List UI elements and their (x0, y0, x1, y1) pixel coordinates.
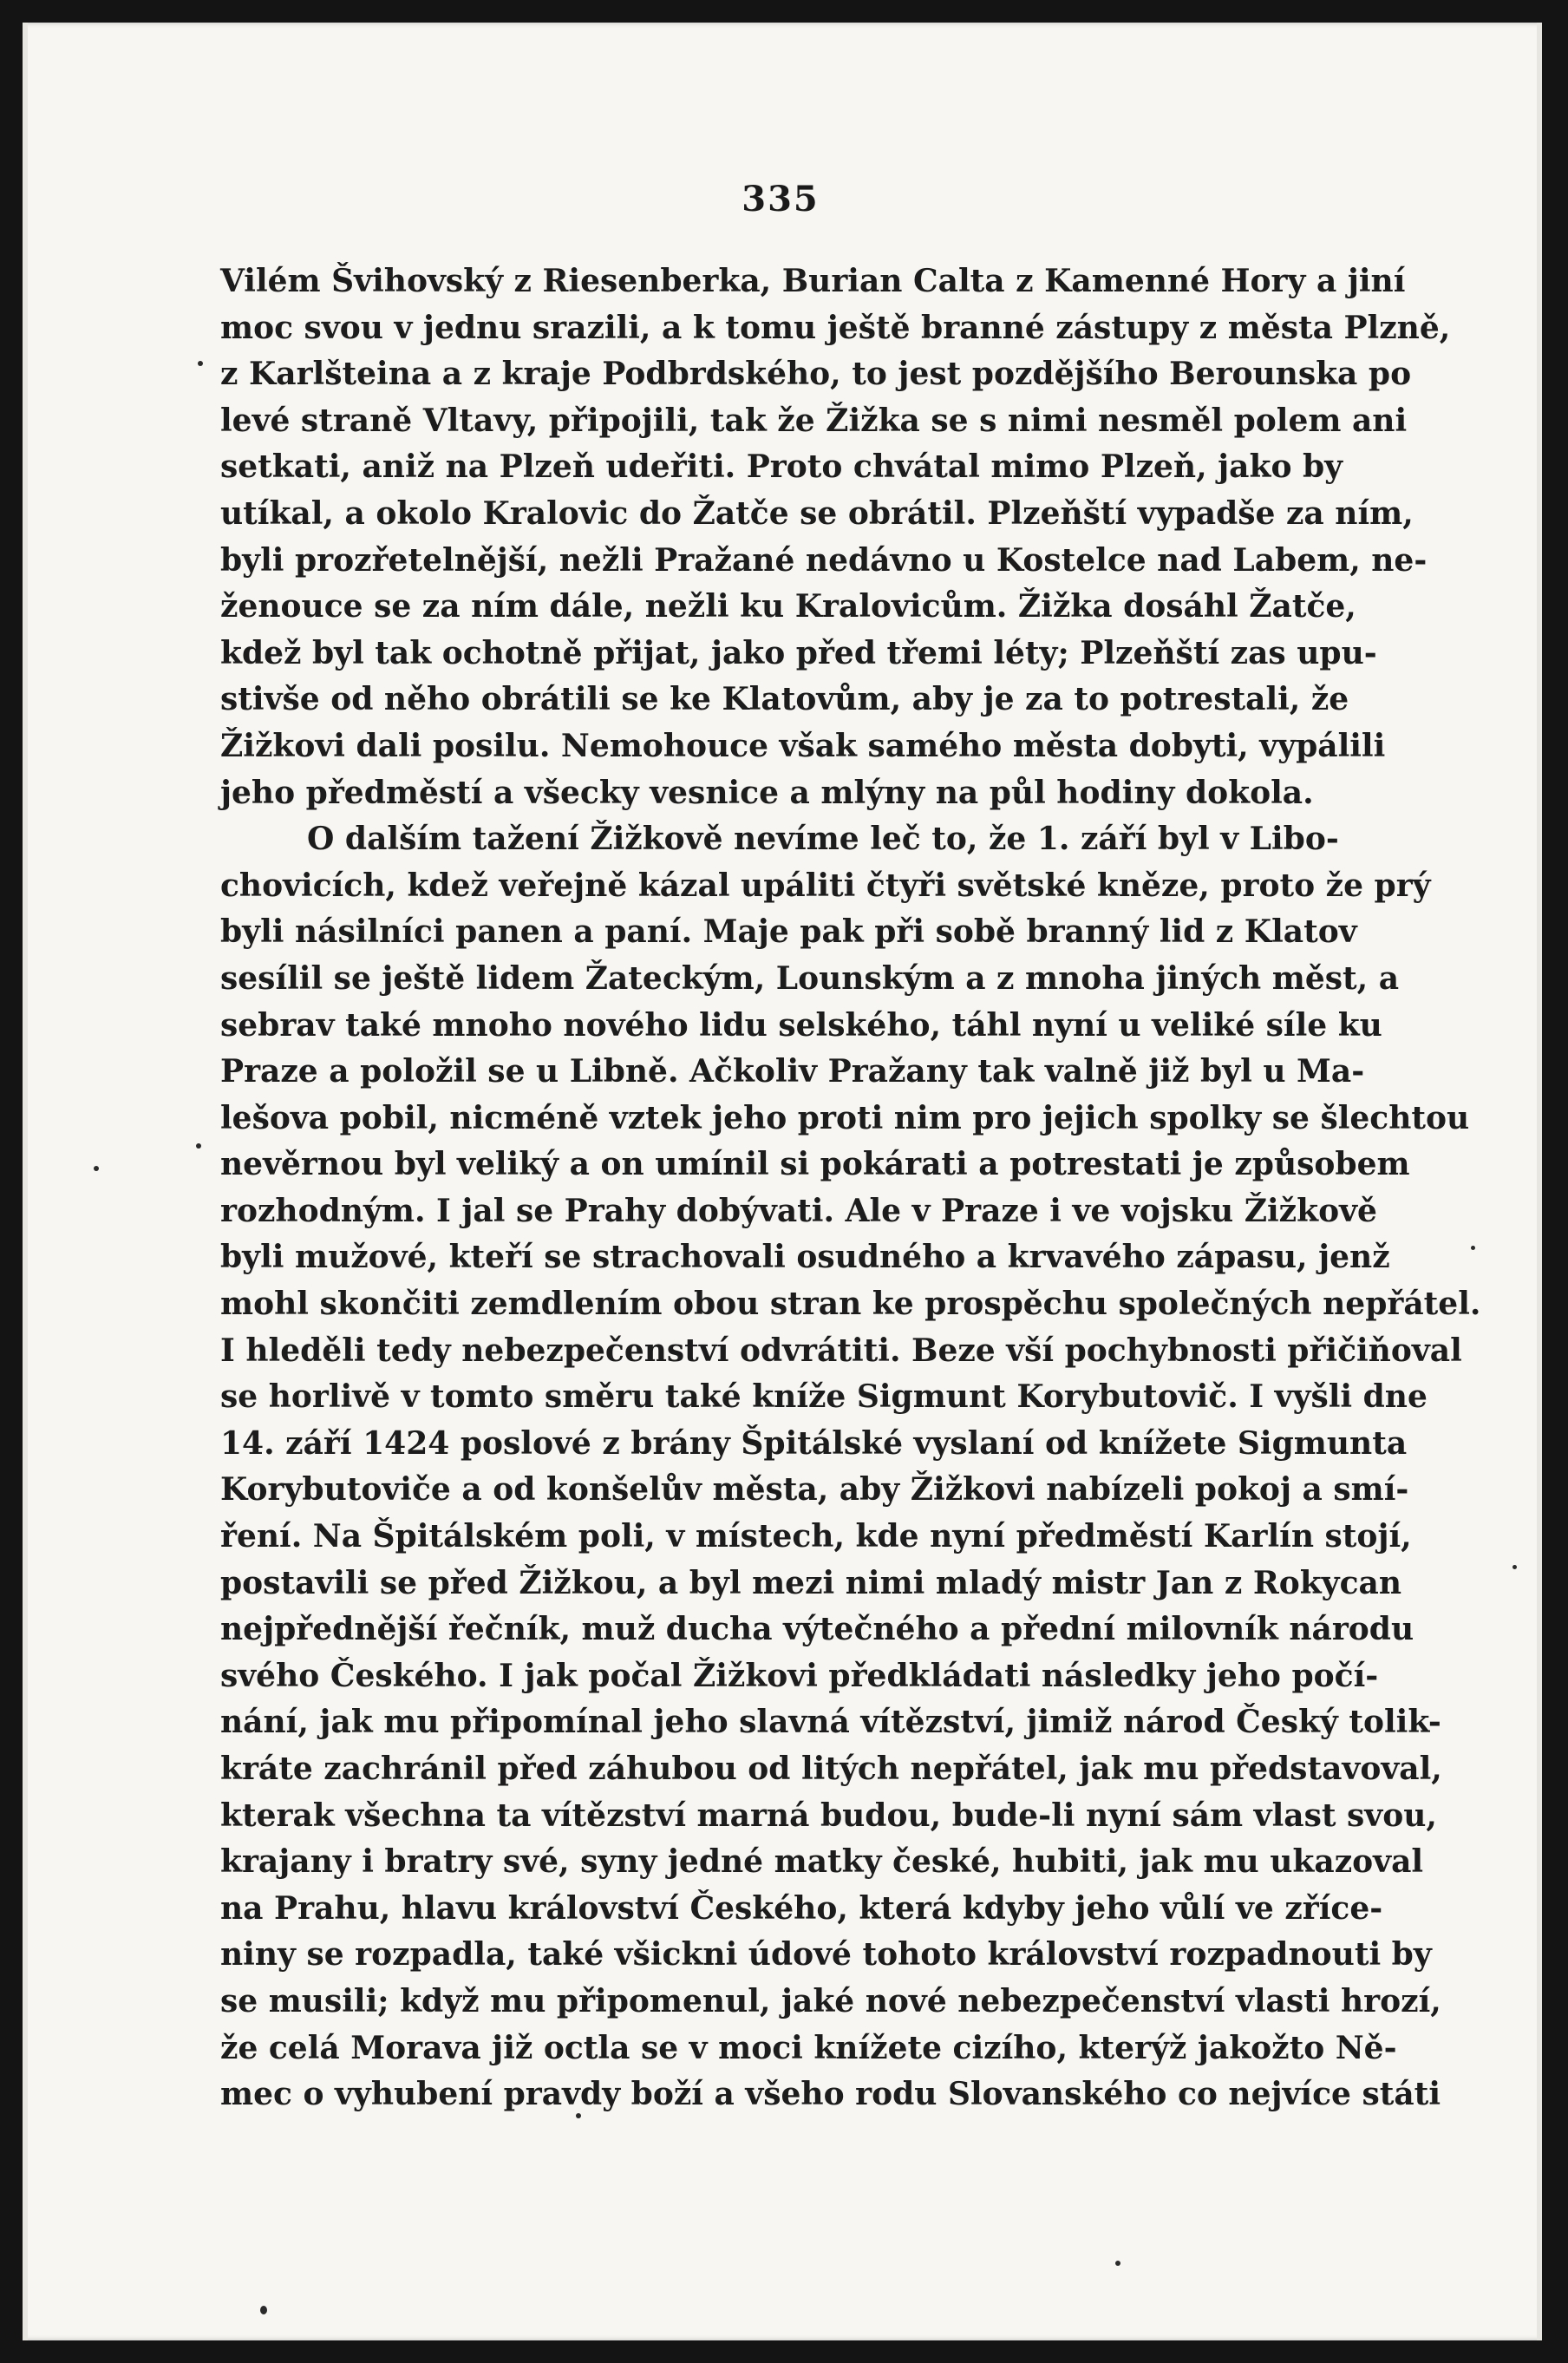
text-line: nání, jak mu připomínal jeho slavná vítězství, jimiž národ Český tolik- (220, 1704, 1441, 1741)
text-line: sebrav také mnoho nového lidu selského, táhl nyní u veliké síle ku (220, 1006, 1382, 1044)
text-line: se musili; když mu připomenul, jaké nové nebezpečenství vlasti hrozí, (220, 1982, 1441, 2019)
text-line: postavili se před Žižkou, a byl mezi nimi mladý mistr Jan z Rokycan (220, 1564, 1402, 1601)
text-line: levé straně Vltavy, připojili, tak že Žižka se s nimi nesměl polem ani (220, 402, 1408, 439)
text-line: kráte zachránil před záhubou od litých nepřátel, jak mu představoval, (220, 1751, 1442, 1787)
text-line: Žižkovi dali posilu. Nemohouce však samého města dobyti, vypálili (220, 727, 1386, 764)
text-line: nejpřednější řečník, muž ducha výtečného a přední milovník národu (220, 1611, 1414, 1648)
text-line: Vilém Švihovský z Riesenberka, Burian Calta z Kamenné Hory a jiní (220, 263, 1406, 299)
paragraph-end-line: jeho předměstí a všecky vesnice a mlýny na půl hodiny dokola. (220, 774, 1314, 811)
text-line: ření. Na Špitálském poli, v místech, kde nyní předměstí Karlín stojí, (220, 1518, 1412, 1555)
text-line: krajany i bratry své, syny jedné matky české, hubiti, jak mu ukazoval (220, 1843, 1424, 1881)
text-line: na Prahu, hlavu království Českého, která kdyby jeho vůlí ve zříce- (220, 1889, 1383, 1927)
scan-speck (260, 2306, 267, 2314)
scan-speck (1115, 2261, 1120, 2266)
text-line: byli mužové, kteří se strachovali osudného a krvavého zápasu, jenž (220, 1239, 1390, 1276)
text-line: že celá Morava již octla se v moci knížete cizího, kterýž jakožto Ně- (220, 2029, 1397, 2066)
paragraph-start-line: O dalším tažení Žižkově nevíme leč to, že 1. září byl v Libo- (307, 821, 1339, 858)
text-line: utíkal, a okolo Kralovic do Žatče se obrátil. Plzeňští vypadše za ním, (220, 494, 1414, 532)
text-line: Praze a položil se u Libně. Ačkoliv Pražany tak valně již byl u Ma- (220, 1053, 1365, 1090)
scan-speck (198, 361, 203, 366)
text-line: z Karlšteina a z kraje Podbrdského, to jest pozdějšího Berounska po (220, 356, 1412, 393)
page-edge-right (1537, 23, 1542, 2340)
scan-speck (1471, 1246, 1475, 1250)
text-line: nevěrnou byl veliký a on umínil si pokárati a potrestati je způsobem (220, 1146, 1410, 1183)
text-line: I hleděli tedy nebezpečenství odvrátiti. Beze vší pochybnosti přičiňoval (220, 1332, 1462, 1369)
text-line: se horlivě v tomto směru také kníže Sigmunt Korybutovič. I vyšli dne (220, 1378, 1428, 1416)
text-line: byli násilníci panen a paní. Maje pak při sobě branný lid z Klatov (220, 913, 1357, 951)
text-line: lešova pobil, nicméně vztek jeho proti nim pro jejich spolky se šlechtou (220, 1099, 1470, 1136)
page-edge-left (23, 23, 28, 2340)
scan-speck (576, 2113, 581, 2118)
text-line: niny se rozpadla, také všickni údové tohoto království rozpadnouti by (220, 1936, 1432, 1974)
scan-speck (94, 1166, 99, 1171)
body-text (220, 259, 1481, 2118)
text-line: rozhodným. I jal se Prahy dobývati. Ale v Praze i ve vojsku Žižkově (220, 1192, 1377, 1229)
page-number: 335 (742, 179, 820, 219)
text-line: chovicích, kdež veřejně kázal upáliti čtyři světské kněze, proto že prý (220, 867, 1431, 904)
text-line: mec o vyhubení pravdy boží a všeho rodu Slovanského co nejvíce státi (220, 2076, 1441, 2113)
text-line: Korybutoviče a od konšelův města, aby Žižkovi nabízeli pokoj a smí- (220, 1471, 1409, 1509)
text-line: 14. září 1424 poslové z brány Špitálské vyslaní od knížete Sigmunta (220, 1424, 1408, 1462)
text-line: ženouce se za ním dále, nežli ku Kralovicům. Žižka dosáhl Žatče, (220, 588, 1356, 625)
text-line: mohl skončiti zemdlením obou stran ke prospěchu společných nepřátel. (220, 1286, 1481, 1323)
text-line: moc svou v jednu srazili, a k tomu ještě branné zástupy z města Plzně, (220, 309, 1451, 346)
scan-speck (1512, 1565, 1517, 1569)
text-line: byli prozřetelnější, nežli Pražané nedávno u Kostelce nad Labem, ne- (220, 541, 1428, 579)
text-line: sesílil se ještě lidem Žateckým, Lounským a z mnoha jiných měst, a (220, 959, 1400, 997)
text-line: setkati, aniž na Plzeň udeřiti. Proto chvátal mimo Plzeň, jako by (220, 448, 1343, 486)
text-line: svého Českého. I jak počal Žižkovi předkládati následky jeho počí- (220, 1657, 1379, 1694)
text-line: kterak všechna ta vítězství marná budou, bude-li nyní sám vlast svou, (220, 1797, 1437, 1834)
text-line: stivše od něho obrátili se ke Klatovům, aby je za to potrestali, že (220, 681, 1349, 718)
scan-speck (196, 1143, 201, 1149)
text-line: kdež byl tak ochotně přijat, jako před třemi léty; Plzeňští zas upu- (220, 634, 1377, 671)
